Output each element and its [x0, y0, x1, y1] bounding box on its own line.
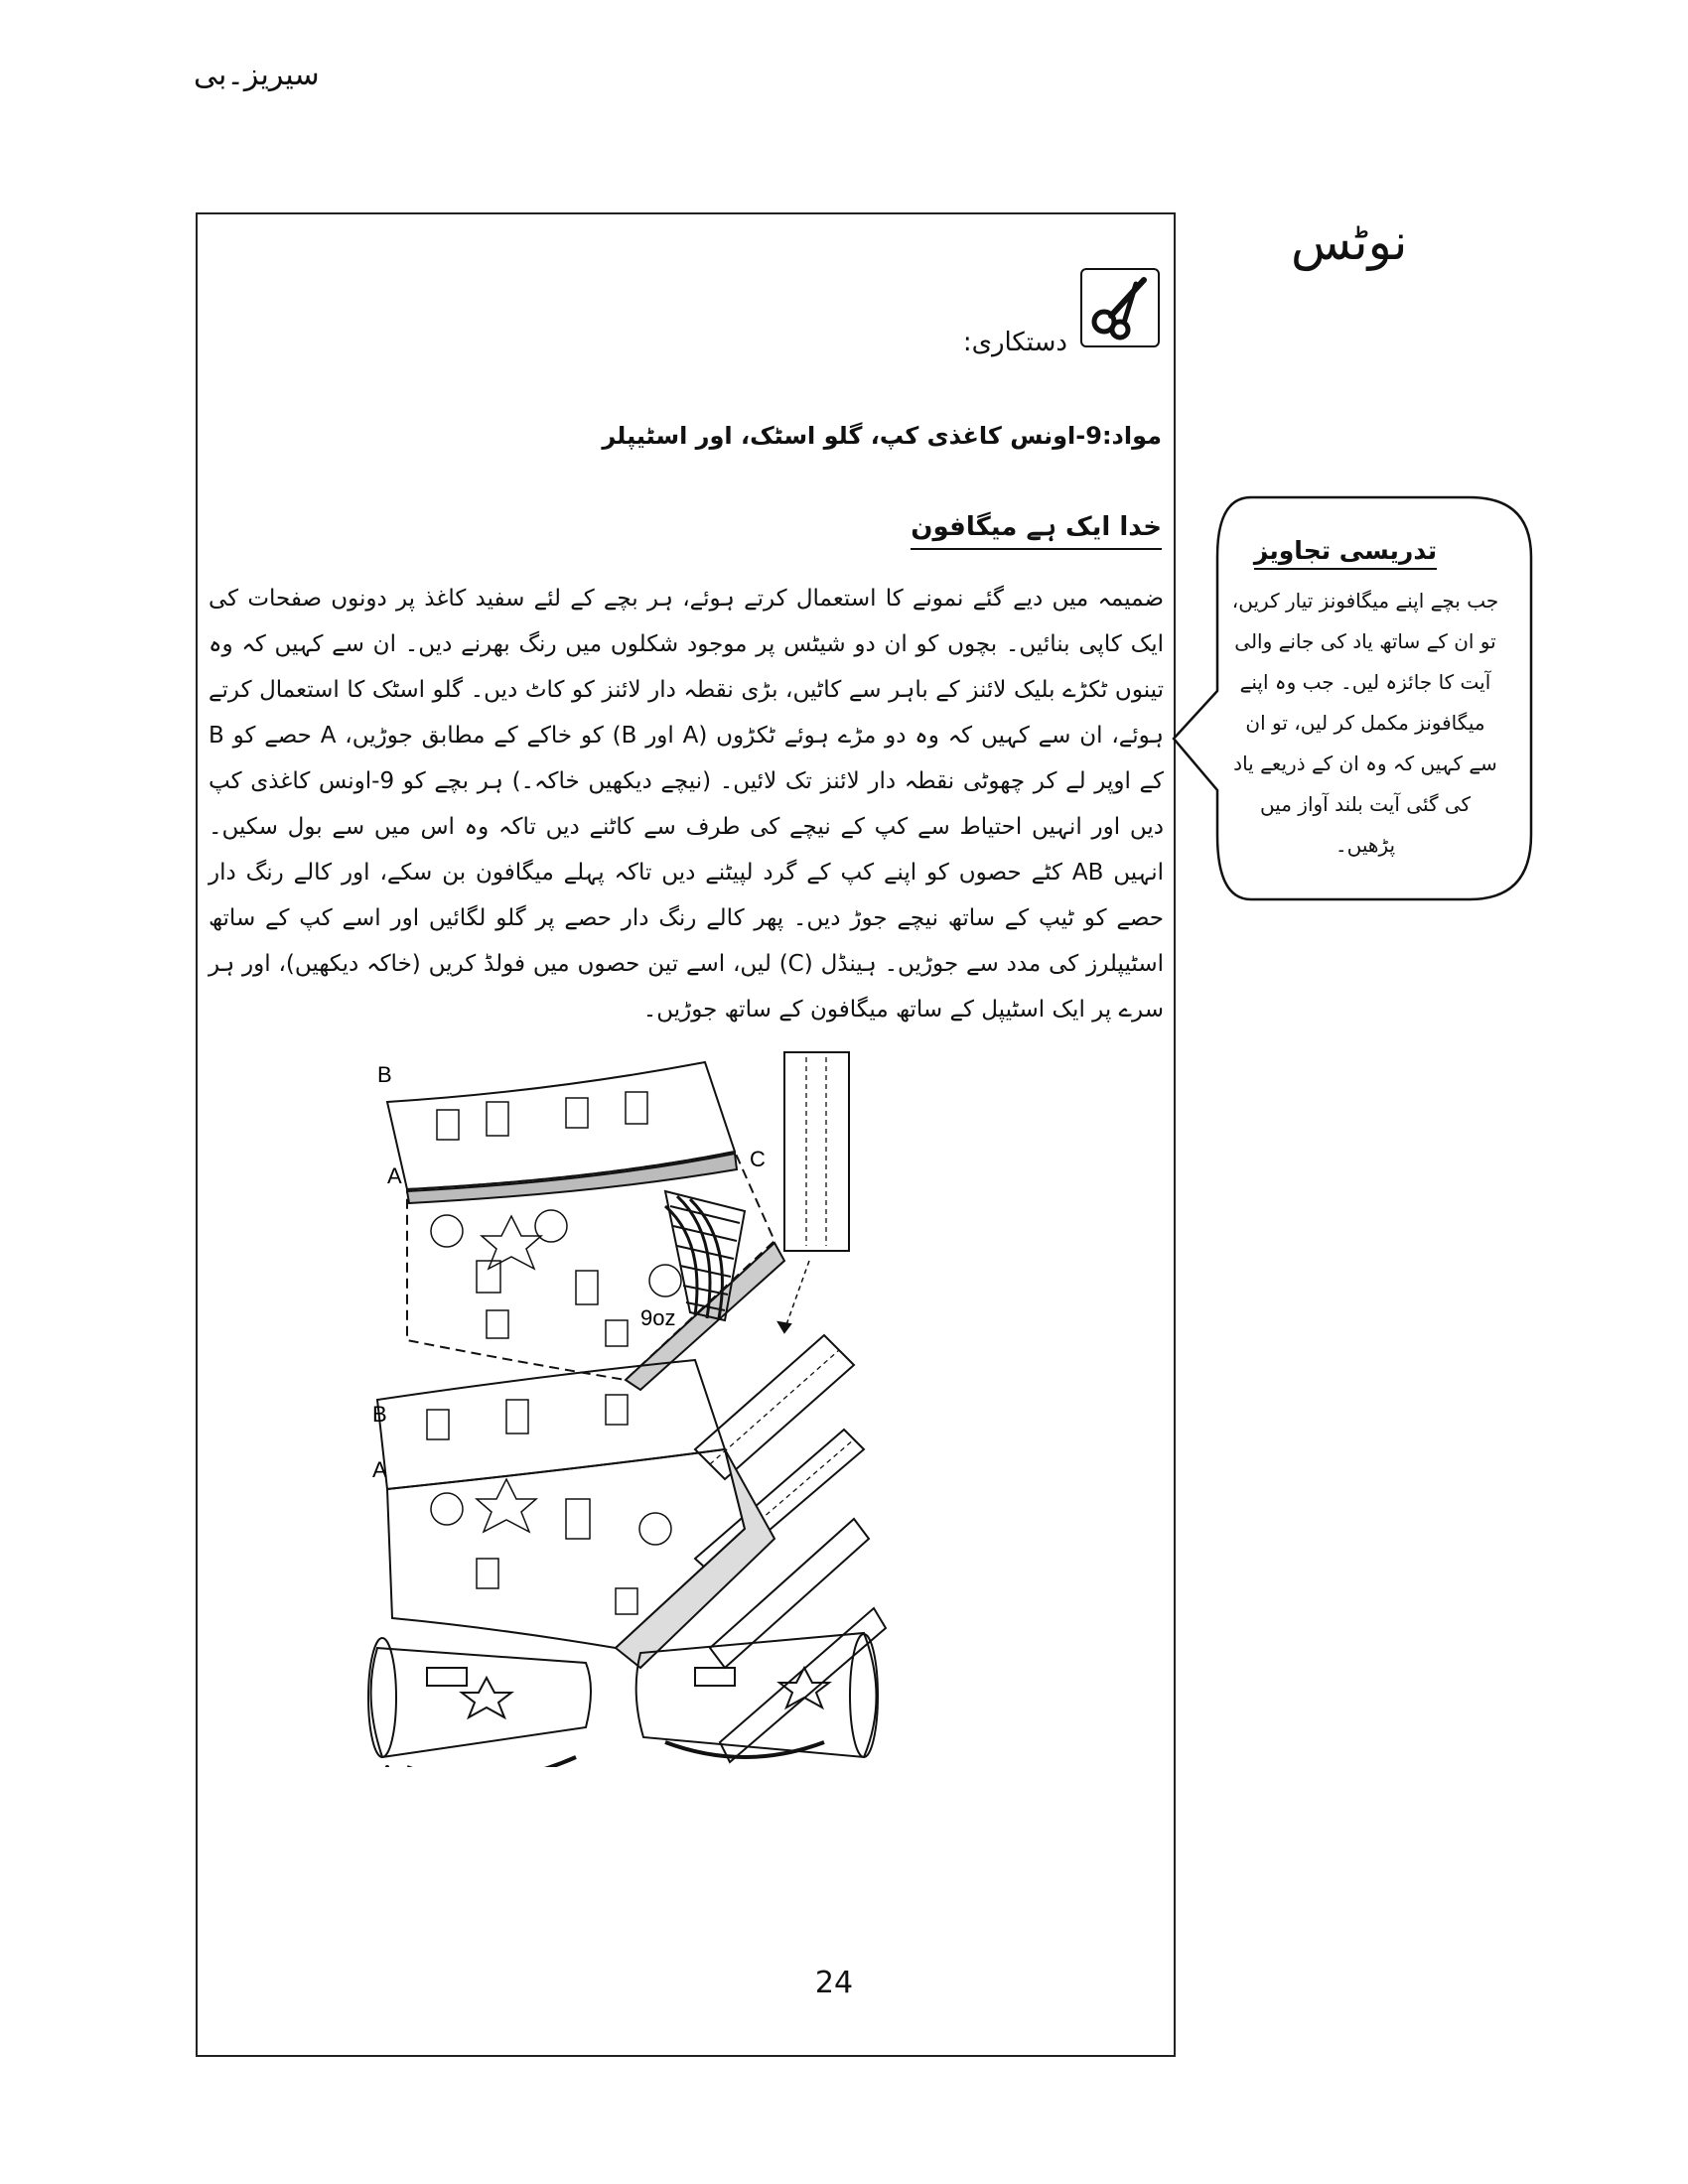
scissors-icon — [1080, 268, 1160, 347]
activity-title — [824, 512, 1162, 542]
label-b-bottom: B — [372, 1402, 387, 1427]
handle-strip-c — [778, 1052, 849, 1332]
page-number: 24 — [814, 1966, 854, 2000]
teaching-tip-title-text: تدریسی تجاویز — [1254, 536, 1437, 570]
teaching-tip-title — [1241, 536, 1450, 565]
series-label: سیریز۔بی — [194, 58, 320, 92]
activity-title-text: خدا ایک ہے میگافون — [911, 512, 1162, 550]
teaching-tip-text: جب بچے اپنے میگافونز تیار کریں، تو ان کے ساتھ یاد کی جانے والی آیت کا جائزہ لیں۔ جب وہ اپنے میگافونز مکمل کر لیں، تو ان سے کہیں کہ وہ ان کے ذریعے یاد کی گئی آیت بلند آواز میں پڑھیں۔ — [1231, 589, 1499, 857]
instructions-paragraph: ضمیمہ میں دیے گئے نمونے کا استعمال کرتے ہوئے، ہر بچے کے لئے سفید کاغذ پر دونوں صفحات کی ایک کاپی بنائیں۔ بچوں کو ان دو شیٹس پر موجود شکلوں میں رنگ بھرنے دیں۔ ان سے کہیں کہ وہ تینوں ٹکڑے بلیک لائنز کے باہر سے کاٹیں، بڑی نقطہ دار لائنز کو کاٹ دیں۔ گلو اسٹک کا استعمال کرتے ہوئے، ان سے کہیں کہ وہ دو مڑے ہوئے ٹکڑوں (A اور B) کو خاکے کے مطابق جوڑیں، A حصے کو B کے اوپر لے کر چھوٹی نقطہ دار لائنز تک لائیں۔ (نیچے دیکھیں خاکہ۔) ہر بچے کو 9-اونس کاغذی کپ دیں اور انہیں احتیاط سے کپ کے نیچے کی طرف سے کاٹنے دیں تاکہ وہ اس میں سے بول سکیں۔ انہیں AB کٹے حصوں کو اپنے کپ کے گرد لپیٹنے دیں تاکہ پہلے میگافون بن سکے، اور کالے رنگ دار حصے کو ٹیپ کے ساتھ نیچے جوڑ دیں۔ پھر کالے رنگ دار حصے پر گلو لگائیں اور اسے کپ کے ساتھ اسٹیپلرز کی مدد سے جوڑیں۔ ہینڈل (C) لیں، اسے تین حصوں میں فولڈ کریں (خاکہ دیکھیں)، اور ہر سرے پر ایک اسٹیپل کے ساتھ میگافون کے ساتھ جوڑیں۔ — [209, 586, 1165, 1023]
label-cup: 9oz — [640, 1305, 676, 1330]
notes-heading: نوٹس — [1291, 213, 1408, 271]
fan-piece-bottom — [377, 1360, 774, 1668]
label-b-top: B — [377, 1062, 392, 1087]
fan-piece-top — [387, 1062, 784, 1390]
megaphone-diagram — [367, 1032, 1082, 1767]
label-a-top: A — [387, 1163, 402, 1188]
craft-label: دستکاری: — [962, 328, 1067, 357]
label-a-bottom: A — [372, 1457, 387, 1482]
materials-line: مواد:9-اونس کاغذی کپ، گلو اسٹک، اور اسٹیپلر — [602, 422, 1162, 450]
label-c: C — [750, 1147, 766, 1171]
finished-megaphone-left — [368, 1638, 591, 1767]
